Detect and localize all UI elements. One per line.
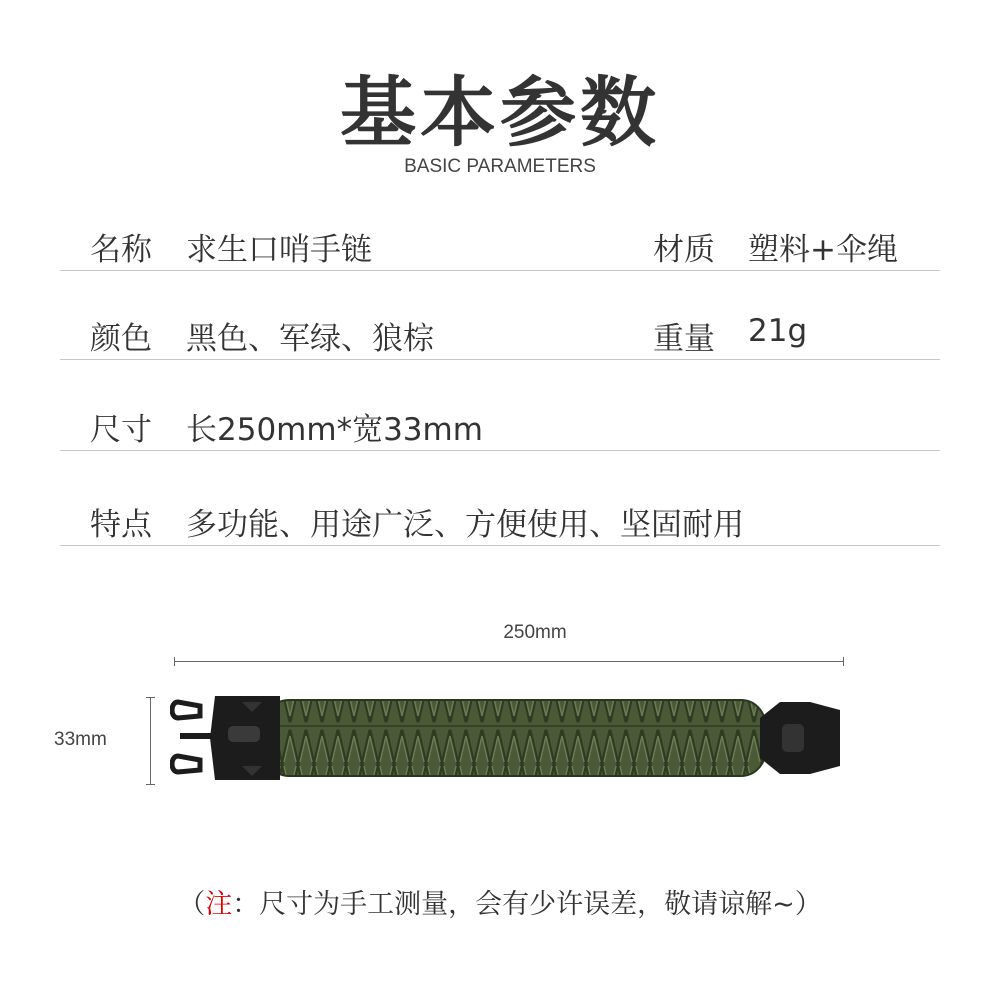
weight-label: 重量 <box>653 321 715 357</box>
width-dimension-label: 33mm <box>54 729 107 750</box>
length-dimension-label: 250mm <box>503 622 567 643</box>
note-open-paren: （ <box>178 889 206 920</box>
name-value: 求生口哨手链 <box>186 232 372 268</box>
paracord-weave <box>265 700 765 776</box>
page-title: 基本参数 <box>340 68 660 157</box>
measurement-note <box>0 882 1000 921</box>
param-row-size <box>60 390 940 451</box>
size-label: 尺寸 <box>90 412 152 448</box>
material-label: 材质 <box>653 232 715 268</box>
param-row-name <box>60 210 940 271</box>
color-value: 黑色、军绿、狼棕 <box>186 321 434 357</box>
note-text: ：尺寸为手工测量，会有少许误差，敬请谅解~） <box>232 889 822 920</box>
feature-value: 多功能、用途广泛、方便使用、坚固耐用 <box>186 507 744 543</box>
color-label: 颜色 <box>90 321 152 357</box>
size-value: 长250mm*宽33mm <box>186 412 483 448</box>
length-dimension-line <box>174 661 844 662</box>
page-subtitle: BASIC PARAMETERS <box>404 156 596 177</box>
param-row-color <box>60 299 940 360</box>
material-value: 塑料+伞绳 <box>748 232 898 268</box>
whistle-buckle-icon <box>172 696 280 780</box>
paracord-bracelet-image <box>170 688 850 788</box>
param-row-feature <box>60 485 940 546</box>
note-highlight: 注 <box>205 889 233 920</box>
feature-label: 特点 <box>90 507 152 543</box>
side-release-buckle-icon <box>760 702 840 774</box>
width-dimension-line <box>150 697 151 785</box>
weight-value: 21g <box>748 313 808 349</box>
name-label: 名称 <box>90 232 152 268</box>
